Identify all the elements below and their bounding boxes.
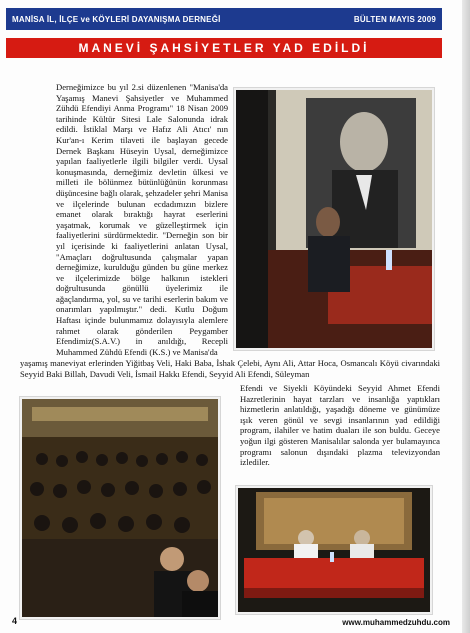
article-title-bar <box>6 38 442 58</box>
photo-panel-icon <box>238 488 430 612</box>
photo-speaker-icon <box>236 90 432 348</box>
photo-audience-icon <box>22 399 218 617</box>
audience-photo <box>20 397 220 619</box>
website-link[interactable]: www.muhammedzuhdu.com <box>342 618 450 627</box>
organization-name: MANİSA İL, İLÇE ve KÖYLERİ DAYANIŞMA DERNEĞİ <box>12 14 221 24</box>
page-edge <box>462 0 470 633</box>
article-paragraph-wide: yaşamış maneviyat erlerinden Yiğitbaş Veli, Haki Baba, İshak Çelebi, Aynı Ali, Attar Hoca, Osmancalı Köyü civarındaki Seyyid Baki Billah, Davudi Veli, İsmail Hakkı Efendi, Seyyid Ali Efendi, Süleyman <box>20 358 440 379</box>
article-paragraph-top: Derneğimizce bu yıl 2.si düzenlenen "Manisa'da Yaşamış Manevi Şahsiyetler ve Muhammed Zühdü Efendiyi Anma Programı" 18 Nisan 2009 tarihinde Kültür Sitesi Lale Salonunda idrak edildi. İstiklal Marşı ve Hafız Ali Atıcı' nın Kur'an-ı Kerim tilaveti ile başlayan gecede Dernek Başkanı Hüseyin Uysal, derneğimizce yapılan faaliyetlerle ilgili bilgiler verdi. Uysal konuşmasında, derneğimiz devletin ülkesi ve milleti ile bölünmez bütünlüğünün korunması düşüncesine bağlı olarak, şehzadeler şehri Manisa ve ilçelerinde bulunan ecdadımızın bizlere emanet olarak bıraktığı hayrat eserlerini yaşatmak, korumak ve güzelleştirmek için faaliyetlerini sürdürmektedir. "Derneğin son bir yıl içerisinde ki faaliyetlerini anlatan Uysal, "Amaçları doğrultusunda çalışmalar yapan derneğimize, kurulduğu günden bu güne merkez ve ilçelerimizde bölge halkının istekleri doğrultusunda gönüllü üyelerimiz ile ağaçlandırma, yol, su ve tarihi eserlerin bakım ve onarımları yapılmıştır." dedi. Kutlu Doğum Haftası içinde bulunmamız dolayısıyla alemlere rahmet olarak gönderilen Peygamber Efendimiz(S.A.V.) in anıldığı, Recepli Muhammed Zühdü Efendi (K.S.) ve Manisa'da <box>56 82 228 357</box>
speaker-photo <box>234 88 434 350</box>
article-paragraph-bottom: Efendi ve Siyekli Köyündeki Seyyid Ahmet Efendi Hazretlerinin hayat tarzları ve insanlığa yaptıkları hizmetlerin anlatıldığı, yaşadığı döneme ve günümüze ışık veren gönül ve sevgi insanlarının yad edildiği program, ilahiler ve hatim duaları ile son buldu. Geceye yoğun ilgi gösteren Manisalılar salonda yer bulamayınca programı salonun dışındaki plazma televizyondan izlediler. <box>240 383 440 468</box>
article-title: MANEVİ ŞAHSİYETLER YAD EDİLDİ <box>78 41 370 55</box>
issue-label: BÜLTEN MAYIS 2009 <box>353 14 436 24</box>
panel-photo <box>236 486 432 614</box>
header-bar <box>6 8 442 30</box>
page-number: 4 <box>12 616 18 626</box>
